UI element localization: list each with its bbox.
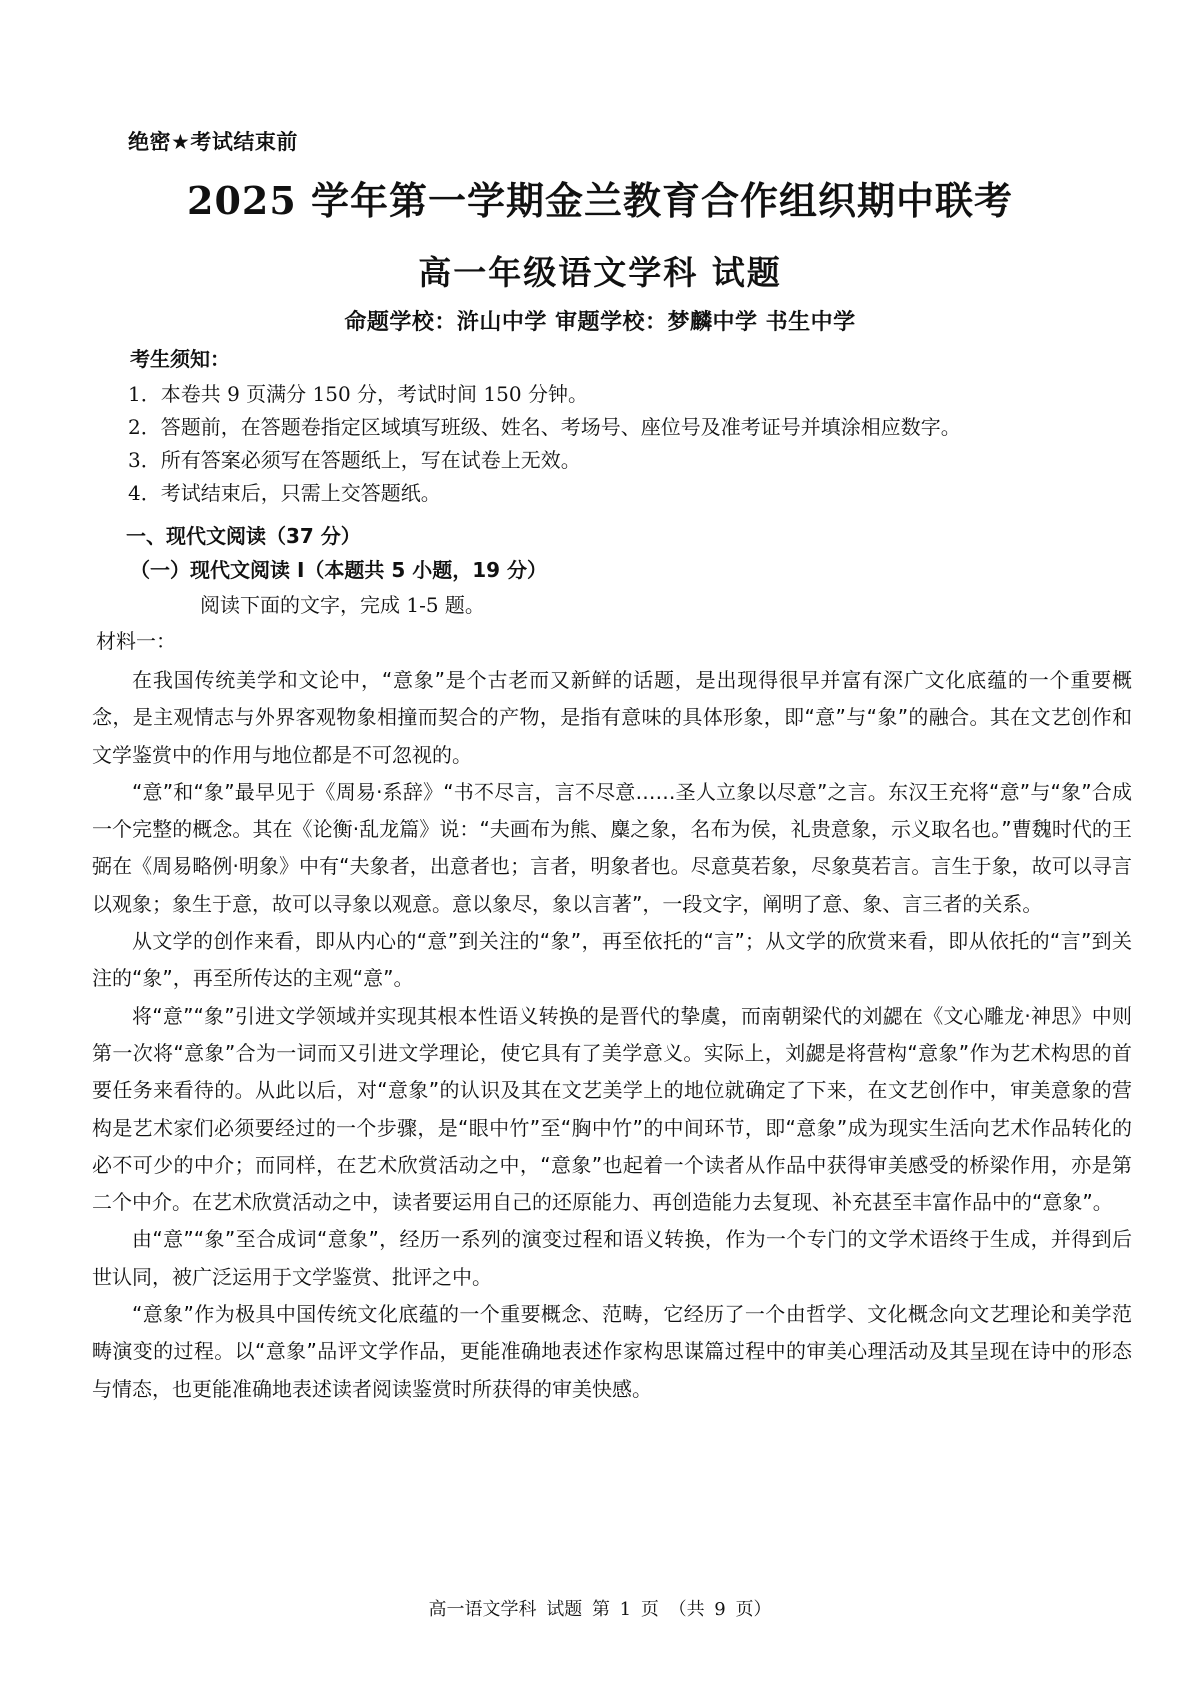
school-info: 命题学校：浒山中学 审题学校：梦麟中学 书生中学 (344, 310, 856, 335)
passage-paragraph: 由“意”“象”至合成词“意象”，经历一系列的演变过程和语义转换，作为一个专门的文学术语终于生成，并得到后世认同，被广泛运用于文学鉴赏、批评之中。 (92, 1227, 1132, 1289)
passage-paragraph: “意象”作为极具中国传统文化底蕴的一个重要概念、范畴，它经历了一个由哲学、文化概念向文艺理论和美学范畴演变的过程。以“意象”品评文学作品，更能准确地表述作家构思谋篇过程中的审美心理活动及其呈现在诗中的形态与情态，也更能准确地表述读者阅读鉴赏时所获得的审美快感。 (92, 1302, 1132, 1401)
subsection-heading: （一）现代文阅读 I（本题共 5 小题，19 分） (130, 558, 548, 582)
exam-title: 2025 学年第一学期金兰教育合作组织期中联考 (187, 178, 1013, 223)
reading-instruction: 阅读下面的文字，完成 1-5 题。 (200, 593, 485, 617)
page-footer: 高一语文学科 试题 第 1 页 （共 9 页） (428, 1599, 772, 1620)
notice-item: 3．所有答案必须写在答题纸上，写在试卷上无效。 (128, 448, 581, 472)
notice-list (128, 378, 1128, 510)
confidential-mark: 绝密★考试结束前 (128, 130, 298, 154)
reading-passage (92, 662, 1132, 1408)
passage-paragraph: 从文学的创作来看，即从内心的“意”到关注的“象”，再至依托的“言”；从文学的欣赏来看，即从依托的“言”到关注的“象”，再至所传达的主观“意”。 (92, 929, 1132, 991)
exam-subtitle: 高一年级语文学科 试题 (418, 253, 782, 292)
notice-heading: 考生须知： (130, 347, 230, 371)
material-label: 材料一： (96, 629, 176, 653)
passage-paragraph: 在我国传统美学和文论中，“意象”是个古老而又新鲜的话题，是出现得很早并富有深广文化底蕴的一个重要概念，是主观情志与外界客观物象相撞而契合的产物，是指有意味的具体形象，即“意”与“象”的融合。其在文艺创作和文学鉴赏中的作用与地位都是不可忽视的。 (92, 668, 1132, 767)
notice-item: 2．答题前，在答题卷指定区域填写班级、姓名、考场号、座位号及准考证号并填涂相应数字。 (128, 415, 961, 439)
passage-paragraph: 将“意”“象”引进文学领域并实现其根本性语义转换的是晋代的挚虞，而南朝梁代的刘勰在《文心雕龙·神思》中则第一次将“意象”合为一词而又引进文学理论，使它具有了美学意义。实际上，刘勰是将营构“意象”作为艺术构思的首要任务来看待的。从此以后，对“意象”的认识及其在文艺美学上的地位就确定了下来，在文艺创作中，审美意象的营构是艺术家们必须要经过的一个步骤，是“眼中竹”至“胸中竹”的中间环节，即“意象”成为现实生活向艺术作品转化的必不可少的中介；而同样，在艺术欣赏活动之中，“意象”也起着一个读者从作品中获得审美感受的桥梁作用，亦是第二个中介。在艺术欣赏活动之中，读者要运用自己的还原能力、再创造能力去复现、补充甚至丰富作品中的“意象”。 (92, 1003, 1132, 1215)
section-heading: 一、现代文阅读（37 分） (126, 524, 361, 548)
notice-item: 1．本卷共 9 页满分 150 分，考试时间 150 分钟。 (128, 382, 588, 406)
passage-paragraph: “意”和“象”最早见于《周易·系辞》“书不尽言，言不尽意……圣人立象以尽意”之言。东汉王充将“意”与“象”合成一个完整的概念。其在《论衡·乱龙篇》说：“夫画布为熊、麋之象，名布为侯，礼贵意象，示义取名也。”曹魏时代的王弼在《周易略例·明象》中有“夫象者，出意者也；言者，明象者也。尽意莫若象，尽象莫若言。言生于象，故可以寻言以观象；象生于意，故可以寻象以观意。意以象尽，象以言著”，一段文字，阐明了意、象、言三者的关系。 (92, 779, 1132, 916)
notice-item: 4．考试结束后，只需上交答题纸。 (128, 481, 441, 505)
